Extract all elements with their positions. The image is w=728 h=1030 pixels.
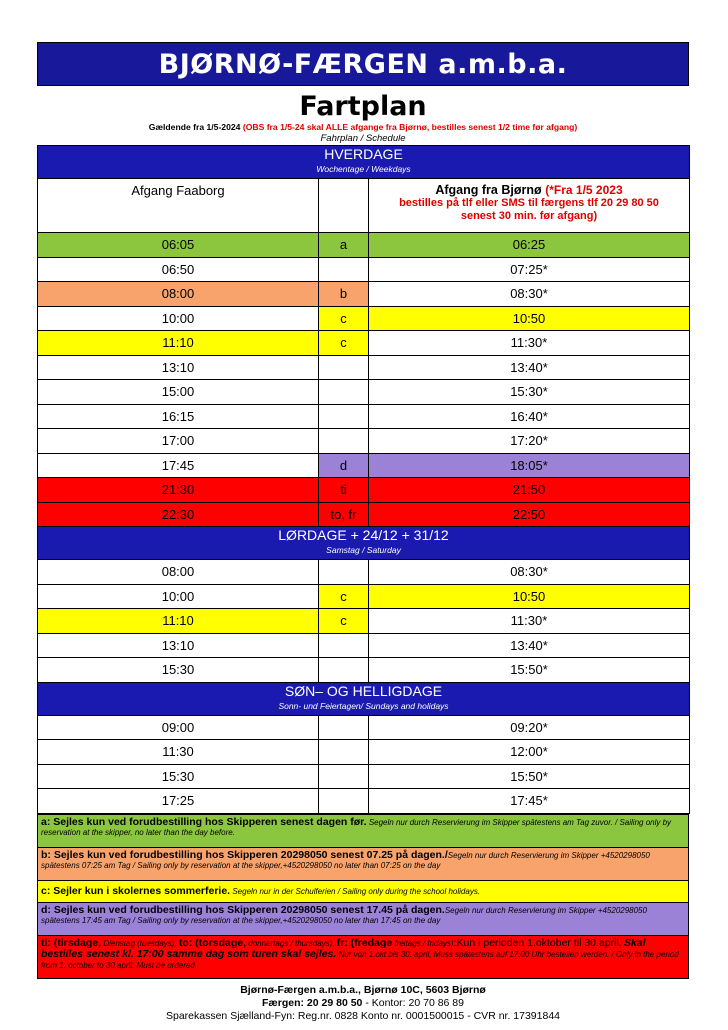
- time-bjornoe: 17:45*: [369, 789, 690, 814]
- note-c-translation: Segeln nur in der Schulferien / Sailing only during the school holidays.: [232, 886, 481, 896]
- header-booking-note-2: bestilles på tlf eller SMS til færgens tlf 20 29 80 50: [399, 197, 659, 209]
- row-code: [319, 633, 369, 658]
- time-bjornoe: 13:40*: [369, 633, 690, 658]
- time-faaborg: 17:45: [38, 453, 319, 478]
- time-bjornoe: 09:20*: [369, 715, 690, 740]
- time-faaborg: 15:30: [38, 658, 319, 683]
- time-faaborg: 06:50: [38, 257, 319, 282]
- header-booking-note-3: senest 30 min. før afgang): [460, 210, 598, 222]
- company-banner: BJØRNØ-FÆRGEN a.m.b.a.: [37, 42, 689, 86]
- valid-from: Gældende fra 1/5-2024: [148, 122, 241, 132]
- row-code: ti: [319, 478, 369, 503]
- row-code: [319, 355, 369, 380]
- note-t-part: to: (torsdage,: [178, 936, 247, 949]
- time-bjornoe: 10:50: [369, 584, 690, 609]
- time-faaborg: 10:00: [38, 584, 319, 609]
- note-b-translation: Segeln nur durch Reservierung im Skipper +4520298050 spätestens 07:25 am Tag / Sailing only by reservation at the skipper,+4520298050 no later than 07:25 on the day: [41, 850, 650, 870]
- table-row: [38, 282, 690, 307]
- time-bjornoe: 08:30*: [369, 560, 690, 585]
- time-bjornoe: 10:50: [369, 306, 690, 331]
- note-c: [38, 880, 688, 902]
- note-c-main: c: Sejler kun i skolernes sommerferie.: [41, 884, 231, 897]
- time-bjornoe: 15:50*: [369, 764, 690, 789]
- header-departure-faaborg: Afgang Faaborg: [131, 183, 225, 198]
- section-subtitle: Sonn- und Feiertagen/ Sundays and holidays: [278, 700, 449, 711]
- time-bjornoe: 16:40*: [369, 404, 690, 429]
- time-faaborg: 08:00: [38, 282, 319, 307]
- table-row: [38, 560, 690, 585]
- time-bjornoe: 17:20*: [369, 429, 690, 454]
- row-code: [319, 257, 369, 282]
- time-faaborg: 09:00: [38, 715, 319, 740]
- table-row: [38, 764, 690, 789]
- time-faaborg: 13:10: [38, 633, 319, 658]
- row-code: b: [319, 282, 369, 307]
- time-bjornoe: 22:50: [369, 502, 690, 527]
- footer-phones: [37, 997, 689, 1010]
- row-code: d: [319, 453, 369, 478]
- time-faaborg: 15:00: [38, 380, 319, 405]
- time-bjornoe: 21:50: [369, 478, 690, 503]
- time-faaborg: 11:10: [38, 331, 319, 356]
- section-title: HVERDAGE: [324, 146, 403, 162]
- page-subtitle: Fahrplan / Schedule: [320, 133, 406, 144]
- row-code: a: [319, 233, 369, 258]
- table-row: [38, 380, 690, 405]
- note-t-part: Dienstag (tuesdays),: [103, 938, 177, 948]
- table-row: [38, 429, 690, 454]
- time-faaborg: 21:30: [38, 478, 319, 503]
- note-d: [38, 902, 688, 935]
- note-t-part: donnertags / thursdays),: [248, 938, 335, 948]
- note-b: [38, 847, 688, 880]
- time-bjornoe: 13:40*: [369, 355, 690, 380]
- table-row: [38, 404, 690, 429]
- section-weekdays: [38, 146, 690, 179]
- footer-office-phone: - Kontor: 20 70 86 89: [362, 996, 464, 1009]
- timetable-page: [37, 42, 689, 1023]
- row-code: to, fr: [319, 502, 369, 527]
- time-faaborg: 10:00: [38, 306, 319, 331]
- row-code: [319, 560, 369, 585]
- table-row: [38, 355, 690, 380]
- footer-bank: Sparekassen Sjælland-Fyn: Reg.nr. 0828 Konto nr. 0001500015 - CVR nr. 17391844: [165, 1009, 560, 1022]
- note-a-translation: Segeln nur durch Reservierung im Skipper spätestens am Tag zuvor. / Sailing only by reservation at the skipper, no later than the day before.: [41, 817, 672, 837]
- note-t-part: ti: (tirsdage,: [41, 936, 102, 949]
- time-faaborg: 11:30: [38, 740, 319, 765]
- header-departure-bjornoe: Afgang fra Bjørnø: [435, 183, 542, 197]
- row-code: [319, 380, 369, 405]
- time-faaborg: 22:30: [38, 502, 319, 527]
- table-row: [38, 233, 690, 258]
- validity-line: [37, 122, 689, 133]
- time-faaborg: 11:10: [38, 609, 319, 634]
- table-row: [38, 633, 690, 658]
- column-header-row: [38, 179, 690, 233]
- time-faaborg: 08:00: [38, 560, 319, 585]
- page-title: Fartplan: [299, 91, 427, 122]
- note-t-translation: Nur von 1.okt bis 30. april, Muss spätestens auf 17:00 Uhr bestellen werden. / Only in the period from 1. october to 30.april. Must be ordered: [41, 950, 679, 970]
- table-row: [38, 453, 690, 478]
- note-t-part: :Kun i perioden 1.oktober til 30.april.: [453, 936, 622, 949]
- time-bjornoe: 07:25*: [369, 257, 690, 282]
- row-code: [319, 429, 369, 454]
- note-t-part: fr: (fredage: [336, 936, 393, 949]
- time-bjornoe: 11:30*: [369, 331, 690, 356]
- time-faaborg: 17:00: [38, 429, 319, 454]
- footnotes: [37, 814, 689, 979]
- row-code: [319, 789, 369, 814]
- section-subtitle: Samstag / Saturday: [326, 545, 401, 555]
- note-a: [38, 814, 688, 847]
- note-b-main: b: Sejles kun ved forudbestilling hos Skipperen 20298050 senest 07.25 på dagen./: [41, 848, 448, 861]
- header-booking-note-1: (*Fra 1/5 2023: [545, 183, 623, 197]
- table-row: [38, 331, 690, 356]
- schedule-table: [37, 145, 690, 814]
- note-t-deadline: Skal bestilles senest kl. 17:00 samme dag som turen skal sejles.: [41, 936, 646, 960]
- section-subtitle: Wochentage / Weekdays: [316, 164, 411, 174]
- table-row: [38, 789, 690, 814]
- time-bjornoe: 11:30*: [369, 609, 690, 634]
- row-code: c: [319, 331, 369, 356]
- time-bjornoe: 18:05*: [369, 453, 690, 478]
- row-code: c: [319, 306, 369, 331]
- note-t-part: freitags / fridays): [394, 938, 454, 948]
- time-faaborg: 13:10: [38, 355, 319, 380]
- note-ti-to-fr: [38, 935, 688, 978]
- note-a-main: a: Sejles kun ved forudbestilling hos Skipperen senest dagen før.: [41, 815, 367, 828]
- valid-note: (OBS fra 1/5-24 skal ALLE afgange fra Bjørnø, bestilles senest 1/2 time før afgang): [242, 122, 578, 132]
- time-bjornoe: 08:30*: [369, 282, 690, 307]
- time-faaborg: 06:05: [38, 233, 319, 258]
- table-row: [38, 584, 690, 609]
- time-bjornoe: 15:50*: [369, 658, 690, 683]
- section-title: SØN– OG HELLIGDAGE: [284, 682, 443, 699]
- table-row: [38, 609, 690, 634]
- section-title: LØRDAGE + 24/12 + 31/12: [278, 527, 449, 543]
- time-faaborg: 17:25: [38, 789, 319, 814]
- table-row: [38, 658, 690, 683]
- time-bjornoe: 06:25: [369, 233, 690, 258]
- row-code: c: [319, 609, 369, 634]
- footer: [37, 984, 689, 1023]
- footer-ferry-phone: Færgen: 20 29 80 50: [262, 996, 363, 1009]
- row-code: [319, 715, 369, 740]
- note-d-translation: Segeln nur durch Reservierung im Skipper +4520298050 spätestens 17:45 am Tag / Sailing only by reservation at the skipper,+4520298050 no later than 17:45 on the day: [41, 905, 647, 925]
- section-saturday: [38, 527, 690, 560]
- footer-address: Bjørnø-Færgen a.m.b.a., Bjørnø 10C, 5603 Bjørnø: [240, 983, 486, 996]
- time-faaborg: 16:15: [38, 404, 319, 429]
- table-row: [38, 740, 690, 765]
- table-row: [38, 715, 690, 740]
- row-code: [319, 764, 369, 789]
- table-row: [38, 257, 690, 282]
- row-code: c: [319, 584, 369, 609]
- time-bjornoe: 12:00*: [369, 740, 690, 765]
- time-bjornoe: 15:30*: [369, 380, 690, 405]
- row-code: [319, 404, 369, 429]
- time-faaborg: 15:30: [38, 764, 319, 789]
- table-row: [38, 306, 690, 331]
- table-row: [38, 502, 690, 527]
- row-code: [319, 740, 369, 765]
- note-d-main: d: Sejles kun ved forudbestilling hos Skipperen 20298050 senest 17.45 på dagen.: [41, 903, 445, 916]
- row-code: [319, 658, 369, 683]
- table-row: [38, 478, 690, 503]
- section-sunday: [38, 682, 690, 715]
